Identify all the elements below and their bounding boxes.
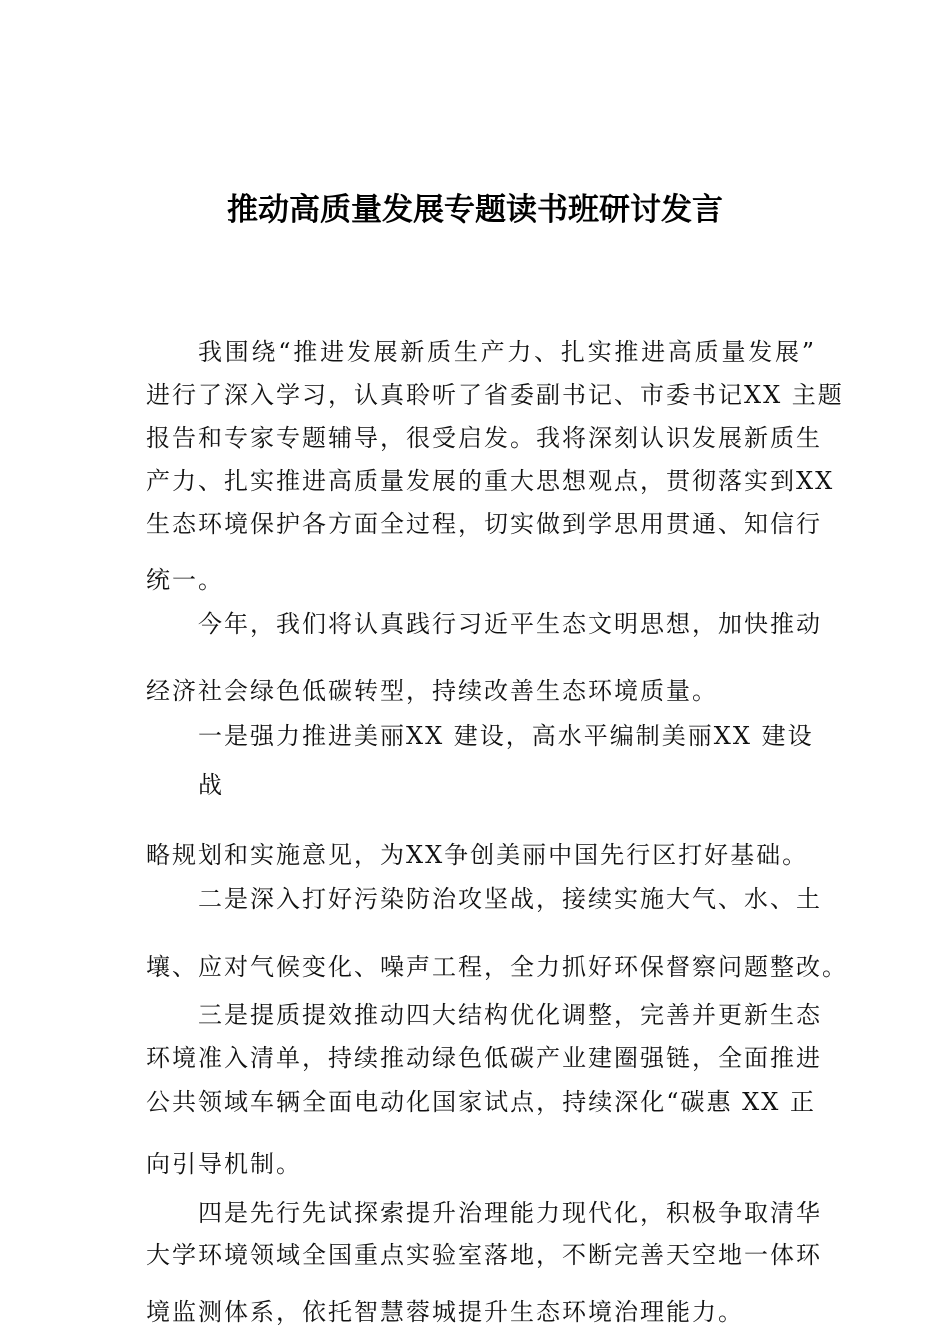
paragraph-line: 我围绕“推进发展新质生产力、扎实推进高质量发展” (198, 338, 816, 366)
paragraph-line: 统一。 (146, 566, 224, 594)
paragraph-line: 壤、应对气候变化、噪声工程，全力抓好环保督察问题整改。 (146, 953, 848, 981)
paragraph-line: 经济社会绿色低碳转型，持续改善生态环境质量。 (146, 677, 718, 705)
paragraph-line: 一是强力推进美丽XX 建设，高水平编制美丽XX 建设 (198, 722, 814, 750)
document-title: 推动高质量发展专题读书班研讨发言 (227, 192, 723, 228)
paragraph-line: 战 (198, 771, 224, 799)
paragraph-line: 略规划和实施意见，为XX争创美丽中国先行区打好基础。 (146, 841, 809, 869)
paragraph-line: 二是深入打好污染防治攻坚战，接续实施大气、水、土 (198, 885, 822, 913)
paragraph-line: 三是提质提效推动四大结构优化调整，完善并更新生态 (198, 1001, 822, 1029)
paragraph-line: 大学环境领域全国重点实验室落地，不断完善天空地一体环 (146, 1241, 822, 1269)
paragraph-line: 生态环境保护各方面全过程，切实做到学思用贯通、知信行 (146, 510, 822, 538)
paragraph-line: 境监测体系，依托智慧蓉城提升生态环境治理能力。 (146, 1298, 744, 1326)
paragraph-line: 报告和专家专题辅导，很受启发。我将深刻认识发展新质生 (146, 424, 822, 452)
paragraph-line: 今年，我们将认真践行习近平生态文明思想，加快推动 (198, 610, 822, 638)
paragraph-line: 环境准入清单，持续推动绿色低碳产业建圈强链，全面推进 (146, 1044, 822, 1072)
paragraph-line: 进行了深入学习，认真聆听了省委副书记、市委书记XX 主题 (146, 381, 844, 409)
paragraph-line: 四是先行先试探索提升治理能力现代化，积极争取清华 (198, 1199, 822, 1227)
paragraph-line: 产力、扎实推进高质量发展的重大思想观点，贯彻落实到XX (146, 467, 835, 495)
paragraph-line: 公共领域车辆全面电动化国家试点，持续深化“碳惠 XX 正 (146, 1088, 816, 1116)
paragraph-line: 向引导机制。 (146, 1150, 302, 1178)
